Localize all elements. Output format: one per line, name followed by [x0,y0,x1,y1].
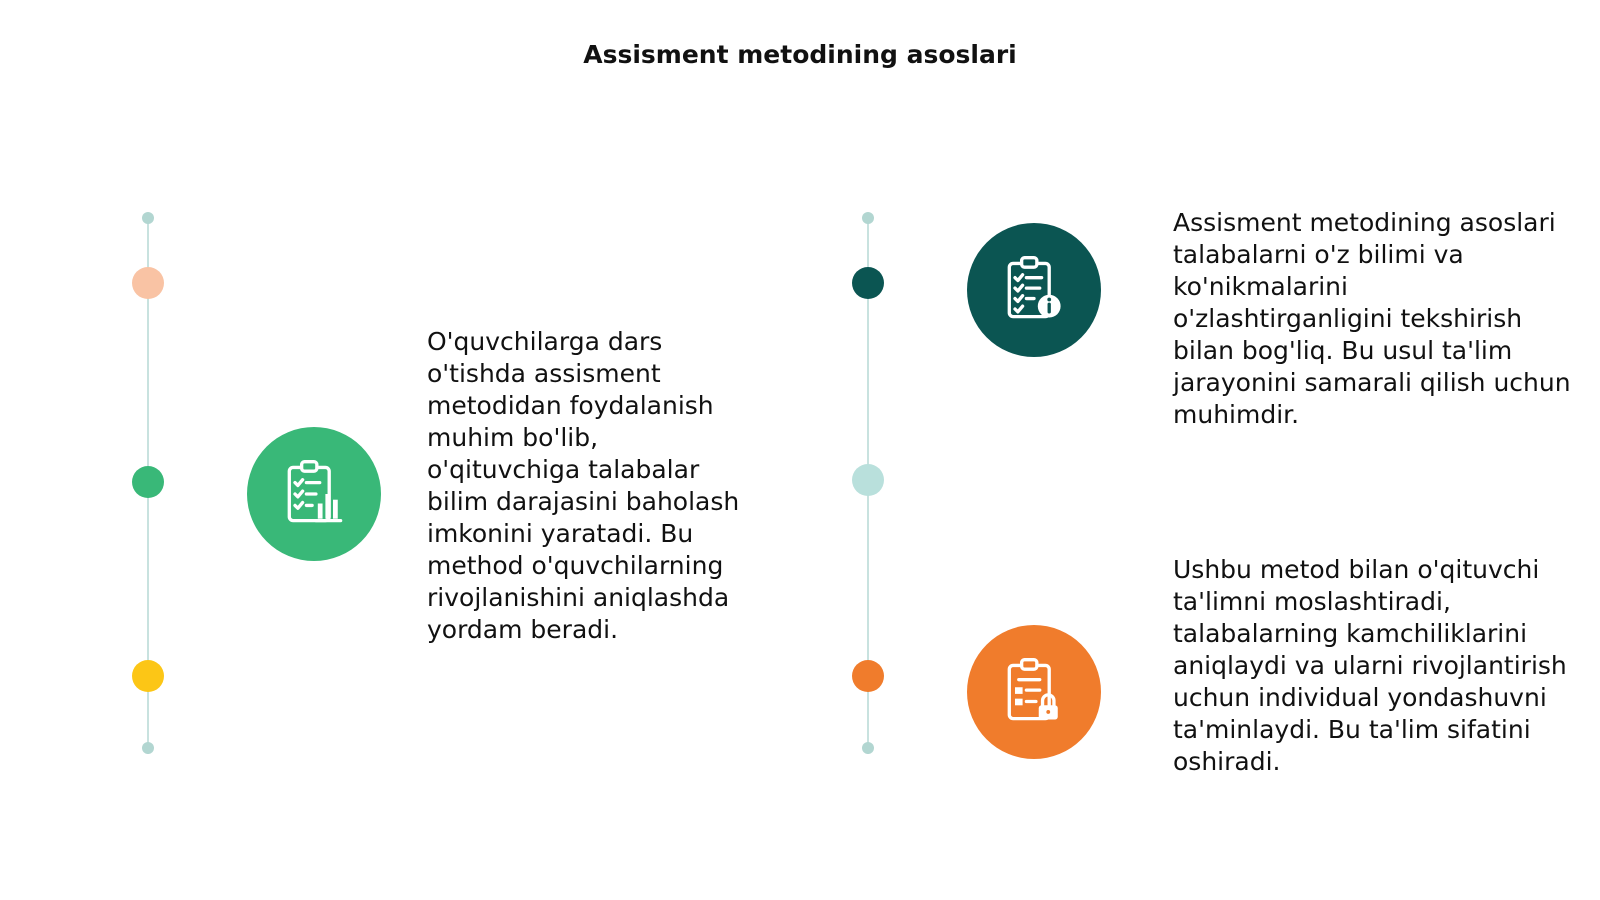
timeline-dot-mint [852,464,884,496]
clipboard-info-icon [996,252,1072,328]
timeline-start-dot [142,212,154,224]
item-1-icon-circle [247,427,381,561]
item-2-description: Assisment metodining asoslari talabalarni o'z bilimi va ko'nikmalarini o'zlashtirganligini tekshirish bilan bog'liq. Bu usul ta'lim jarayonini samarali qilish uchun muhimdir. [1173,208,1571,429]
timeline-dot-dark-teal [852,267,884,299]
timeline-left [128,210,168,770]
timeline-dot-orange [852,660,884,692]
item-3-icon-circle [967,625,1101,759]
timeline-end-dot [142,742,154,754]
page-title: Assisment metodining asoslari [583,40,1017,69]
timeline-start-dot [862,212,874,224]
clipboard-chart-icon [276,456,352,532]
timeline-dot-peach [132,267,164,299]
timeline-dot-green [132,466,164,498]
item-3-description: Ushbu metod bilan o'qituvchi ta'limni moslashtiradi, talabalarning kamchiliklarini aniqlaydi va ularni rivojlantirish uchun individual yondashuvni ta'minlaydi. Bu ta'lim sifatini oshiradi. [1173,555,1567,776]
timeline-end-dot [862,742,874,754]
item-2-icon-circle [967,223,1101,357]
clipboard-lock-icon [996,654,1072,730]
timeline-right [848,210,888,770]
item-1-description: O'quvchilarga dars o'tishda assisment metodidan foydalanish muhim bo'lib, o'qituvchiga talabalar bilim darajasini baholash imkonini yaratadi. Bu method o'quvchilarning rivojlanishini aniqlashda yordam beradi. [427,327,740,644]
timeline-dot-yellow [132,660,164,692]
